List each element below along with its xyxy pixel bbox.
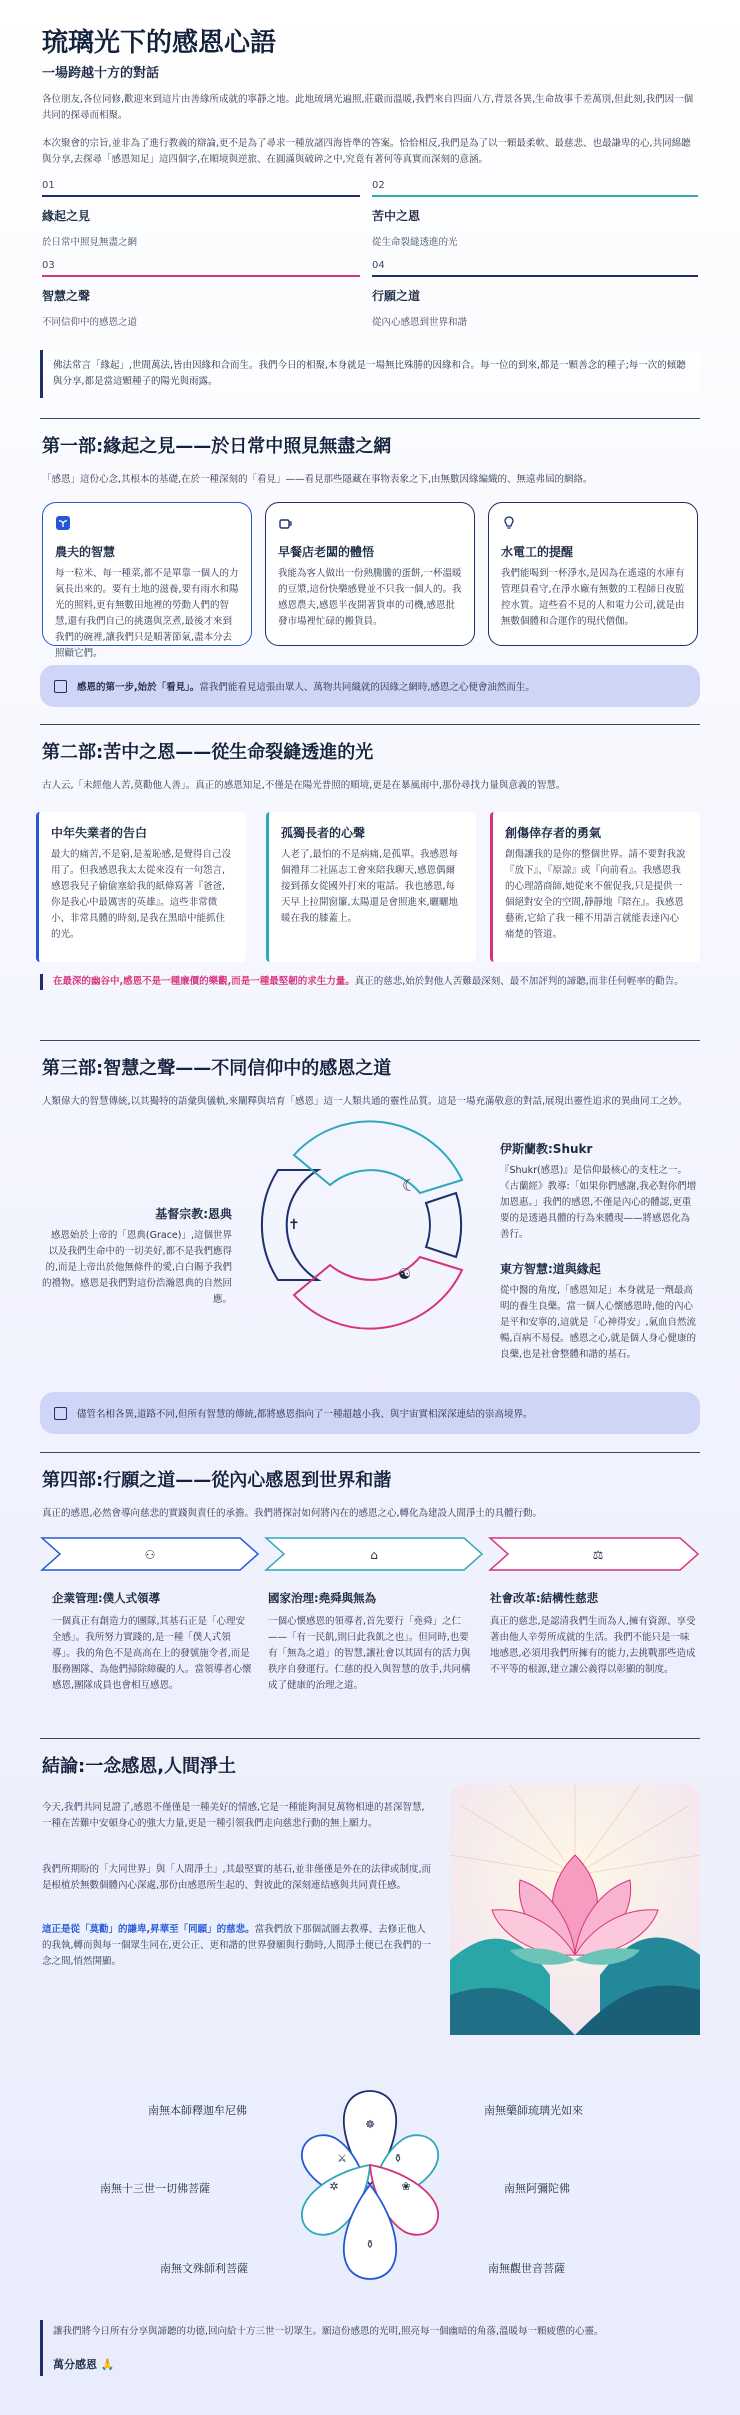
- government-icon: ⌂: [370, 1548, 378, 1562]
- section-divider: [40, 418, 700, 419]
- page-subtitle: 一場跨越十方的對話: [42, 66, 160, 81]
- part1-summary-pill: [40, 665, 700, 707]
- closing-text: 讓我們將今日所有分享與諦聽的功德,回向給十方三世一切眾生。願這份感恩的光明,照亮每一個幽暗的角落,溫暖每一顆疲憊的心靈。: [53, 2326, 604, 2337]
- topics-grid: [42, 180, 698, 330]
- col-business: [52, 1590, 252, 1694]
- topic-divider: [42, 195, 360, 197]
- card-title: 創傷倖存者的勇氣: [505, 826, 602, 840]
- card-body: 創傷讓我的是你的整個世界。請不要對我說『放下』、『原諒』或『向前看』。我感恩我的心理諮商師,她從來不催促我,只是提供一個絕對安全的空間,靜靜地『陪在』。我感恩藝術,它給了我一種不用語言就能表達內心痛楚的管道。: [505, 849, 686, 940]
- topic-1: [42, 180, 360, 248]
- sprout-icon: [55, 515, 71, 531]
- part1-intro: 「感恩」這份心念,其根本的基礎,在於一種深刻的「看見」——看見那些隱藏在事物表象之下,由無數因緣編織的、無遠弗屆的網絡。: [42, 474, 593, 485]
- note-icon: [54, 680, 67, 693]
- topic-title: 苦中之恩: [372, 209, 421, 223]
- card-title: 水電工的提醒: [501, 545, 574, 559]
- pill-text: 儘管名相各異,道路不同,但所有智慧的傳統,都將感恩指向了一種超越小我、與宇宙實相深深連結的崇高境界。: [77, 1409, 533, 1420]
- wisdom-body: 感恩始於上帝的「恩典(Grace)」,這個世界以及我們生命中的一切美好,都不是我們應得的,而是上帝出於他無條件的愛,白白賜予我們的禮物。感恩是我們對這份浩瀚恩典的自然回應。: [42, 1230, 233, 1305]
- col-reform: [490, 1590, 698, 1678]
- topic-title: 智慧之聲: [42, 289, 91, 303]
- opening-quote: 佛法常言「緣起」,世間萬法,皆由因緣和合而生。我們今日的相聚,本身就是一場無比殊勝的因緣和合。每一位的到來,都是一顆善念的種子;每一次的傾聽與分享,都是當這顆種子的陽光與雨露。: [40, 350, 700, 398]
- card-title: 中年失業者的告白: [51, 826, 148, 840]
- conclusion-title: 結論:一念感恩,人間淨土: [42, 1756, 237, 1777]
- pill-bold-text: 感恩的第一步,始於「看見」。: [77, 682, 200, 693]
- flower-label: 南無觀世音菩薩: [488, 2262, 565, 2275]
- conclusion-text: 當我們放下那個試圖去教導、去修正他人的我執,轉而與每一個眾生同在,更公正、更和諧的世界發願與行動時,人間淨土便已在我們的一念之間,悄然開顯。: [42, 1924, 432, 1967]
- topic-divider: [372, 195, 698, 197]
- topic-number: 04: [372, 260, 385, 271]
- note-icon: [54, 1407, 67, 1420]
- wisdom-diagram: [250, 1125, 480, 1325]
- card-farmer: [42, 502, 252, 659]
- part4-title: 第四部:行願之道——從內心感恩到世界和諧: [42, 1470, 392, 1491]
- topic-number: 03: [42, 260, 55, 271]
- wisdom-body: 『Shukr(感恩)』是信仰最核心的支柱之一。《古蘭經》教導:「如果你們感謝,我必對你們增加恩惠。」我們的感恩,不僅是內心的體認,更重要的是透過具體的行為來體現——將感恩化為善行。: [500, 1165, 697, 1240]
- wisdom-body: 從中醫的角度,「感恩知足」本身就是一劑最高明的養生良藥。當一個人心懷感恩時,他的內心是平和安寧的,這就是「心神得安」,氣血自然流暢,百病不易侵。感恩之心,就是個人身心健康的良藥,也是社會整體和諧的基石。: [500, 1285, 697, 1360]
- topic-number: 02: [372, 180, 385, 191]
- closing-signature: 萬分感恩 🙏: [53, 2358, 115, 2371]
- scale-icon: ⚖: [592, 1548, 604, 1562]
- flower-label: 南無本師釋迦牟尼佛: [148, 2104, 247, 2117]
- conclusion-paragraph-3: [42, 1922, 432, 1970]
- col-title: 國家治理:堯舜與無為: [268, 1591, 377, 1605]
- users-icon: ⚇: [144, 1548, 156, 1562]
- section-divider: [40, 1738, 700, 1739]
- segment-top: [294, 1121, 462, 1193]
- segment-right: [426, 1193, 461, 1257]
- medicine-jar-icon: ⚱: [393, 2152, 403, 2165]
- cup-icon: [278, 515, 294, 531]
- lotus-icon: ❀: [401, 2180, 411, 2193]
- yin-yang-icon: ☯: [398, 1265, 412, 1283]
- dedication-flower: [290, 2080, 450, 2290]
- card-title: 農夫的智慧: [55, 545, 116, 559]
- topic-subtitle: 從內心感恩到世界和諧: [372, 317, 468, 328]
- part2-title: 第二部:苦中之恩——從生命裂縫透進的光: [42, 742, 374, 763]
- part2-note: [40, 974, 700, 990]
- topic-3: [42, 260, 360, 328]
- topic-subtitle: 不同信仰中的感恩之道: [42, 317, 138, 328]
- segment-bottom: [294, 1257, 462, 1329]
- col-body: 一個心懷感恩的領導者,首先要行「堯舜」之仁——「有一民飢,則曰此我飢之也」。但同時,也要有「無為之道」的智慧,讓社會以其固有的活力與秩序自發運行。仁慈的投入與智慧的放手,共同構成了健康的治理之道。: [268, 1616, 471, 1691]
- page-title: 琉璃光下的感恩心語: [42, 28, 277, 58]
- topic-number: 01: [42, 180, 55, 191]
- dharma-wheel-icon: ☸: [365, 2118, 375, 2131]
- note-text: 真正的慈悲,始於對他人苦難最深刻、最不加評判的諦聽,而非任何輕率的勸告。: [354, 976, 684, 987]
- card-elder: [266, 812, 476, 962]
- section-divider: [40, 724, 700, 725]
- card-body: 我們能喝到一杯淨水,是因為在遙遠的水庫有管理員看守,在淨水廠有無數的工程師日夜監控水質。這些看不見的人和電力公司,就是由無數個體和合運作的現代僧伽。: [501, 568, 685, 627]
- part2-intro: 古人云,「未經他人苦,莫勸他人善」。真正的感恩知足,不僅是在陽光普照的順境,更是在暴風雨中,那份尋找力量與意義的智慧。: [42, 780, 566, 791]
- islam-block: [500, 1140, 698, 1243]
- sword-icon: ⚔: [337, 2152, 347, 2165]
- card-unemployed: [36, 812, 246, 962]
- card-plumber: [488, 502, 698, 646]
- bulb-icon: [501, 515, 517, 531]
- flower-label: 南無文殊師利菩薩: [160, 2262, 248, 2275]
- conclusion-highlight: 這正是從「莫勸」的謙卑,昇華至「同願」的慈悲。: [42, 1924, 255, 1935]
- topic-title: 緣起之見: [42, 209, 91, 223]
- col-body: 一個真正有創造力的團隊,其基石正是「心理安全感」。我所努力實踐的,是一種「僕人式領導」。我的角色不是高高在上的發號施令者,而是服務團隊、為他們掃除障礙的人。當領導者心懷感恩,團隊成員也會相互感恩。: [52, 1616, 252, 1691]
- topic-divider: [42, 275, 360, 277]
- pill-text: 當我們能看見這張由眾人、萬物共同織就的因緣之網時,感恩之心便會油然而生。: [199, 682, 535, 693]
- compass-icon: ✲: [329, 2180, 339, 2193]
- card-title: 孤獨長者的心聲: [281, 826, 366, 840]
- topic-subtitle: 從生命裂縫透進的光: [372, 237, 458, 248]
- card-breakfast: [265, 502, 475, 646]
- card-body: 最大的痛苦,不是窮,是羞恥感,是覺得自己沒用了。但我感恩我太太從來沒有一句怨言,感恩我兒子偷偷塞給我的紙條寫著『爸爸,你是我心中最厲害的英雄』。這些非常微小、非常具體的時刻,是我在黑暗中能抓住的光。: [51, 849, 232, 940]
- section-divider: [40, 1040, 700, 1041]
- card-body: 我能為客人做出一份熱騰騰的蛋餅,一杯溫暖的豆漿,這份快樂感覺並不只我一個人的。我感恩農夫,感恩半夜開著貨車的司機,感恩批發市場裡忙碌的搬貨員。: [278, 568, 462, 627]
- wisdom-title: 伊斯蘭教:Shukr: [500, 1142, 593, 1156]
- part3-title: 第三部:智慧之聲——不同信仰中的感恩之道: [42, 1058, 392, 1079]
- topic-divider: [372, 275, 698, 277]
- section-divider: [40, 1452, 700, 1453]
- flower-label: 南無十三世一切佛菩薩: [100, 2182, 210, 2195]
- part1-title: 第一部:緣起之見——於日常中照見無盡之網: [42, 436, 392, 457]
- col-title: 社會改革:結構性慈悲: [490, 1591, 599, 1605]
- intro-paragraph-2: 本次聚會的宗旨,並非為了進行教義的辯論,更不是為了尋求一種放諸四海皆準的答案。恰恰相反,我們是為了以一顆最柔軟、最慈悲、也最謙卑的心,共同綿聽與分享,去探尋「感恩知足」這四個字,在順境與逆旅、在圓滿與破碎之中,究竟有著何等真實而深刻的意涵。: [42, 138, 691, 165]
- christianity-block: [42, 1205, 232, 1308]
- conclusion-paragraph-2: 我們所期盼的「大同世界」與「人間淨土」,其最堅實的基石,並非僅僅是外在的法律或制度,而是根植於無數個體內心深處,那份由感恩所生起的、對彼此的深刻連結感與共同責任感。: [42, 1864, 432, 1891]
- wisdom-title: 東方智慧:道與緣起: [500, 1262, 601, 1276]
- cross-icon: ✝: [288, 1217, 300, 1233]
- topic-2: [372, 180, 698, 248]
- card-body: 每一粒米、每一種菜,都不是單靠一個人的力氣長出來的。要有土地的滋養,要有雨水和陽光的照料,更有無數田地裡的勞動人們的智慧,還有我們自己的挑選與烹煮,最後才來到我們的碗裡,讓我們只是順著節氣,盡本分去照顧它們。: [55, 568, 239, 659]
- east-block: [500, 1260, 698, 1363]
- col-governance: [268, 1590, 476, 1694]
- card-survivor: [490, 812, 700, 962]
- closing-block: [40, 2320, 700, 2376]
- part3-summary-pill: [40, 1392, 700, 1434]
- conclusion-paragraph-1: 今天,我們共同見證了,感恩不僅僅是一種美好的情感,它是一種能夠洞見萬物相連的甚深智慧,一種在苦難中安頓身心的強大力量,更是一種引領我們走向慈悲行動的無上願力。: [42, 1802, 425, 1829]
- topic-subtitle: 於日常中照見無盡之網: [42, 237, 138, 248]
- vase-icon: ⚱: [365, 2238, 375, 2251]
- col-title: 企業管理:僕人式領導: [52, 1591, 161, 1605]
- flower-label: 南無藥師琉璃光如來: [484, 2104, 583, 2117]
- card-title: 早餐店老闆的體悟: [278, 545, 375, 559]
- process-chevrons: [40, 1536, 700, 1572]
- topic-title: 行願之道: [372, 289, 421, 303]
- col-body: 真正的慈悲,是認清我們生而為人,擁有資源、享受著由他人辛勞所成就的生活。我們不能只是一味地感恩,必須用我們所擁有的能力,去挑戰那些造成不平等的根源,建立讓公義得以彰顯的制度。: [490, 1616, 696, 1675]
- intro-paragraph-1: 各位朋友,各位同修,歡迎來到這片由善緣所成就的寧靜之地。此地琉璃光遍照,莊嚴而溫暖,我們來自四面八方,背景各異,生命故事千差萬別,但此刻,我們因一個共同的探尋而相聚。: [42, 94, 694, 121]
- part4-intro: 真正的感恩,必然會導向慈悲的實踐與責任的承擔。我們將探討如何將內在的感恩之心,轉化為建設人間淨土的具體行動。: [42, 1508, 543, 1519]
- part3-intro: 人類偉大的智慧傳統,以其獨特的語彙與儀軌,來闡釋與培育「感恩」這一人類共通的靈性品質。這是一場充滿敬意的對話,展現出靈性追求的異曲同工之妙。: [42, 1096, 688, 1107]
- topic-4: [372, 260, 698, 328]
- lotus-illustration: [450, 1785, 700, 2035]
- flower-label: 南無阿彌陀佛: [504, 2182, 570, 2195]
- wisdom-title: 基督宗教:恩典: [155, 1207, 232, 1221]
- note-highlight: 在最深的幽谷中,感恩不是一種廉價的樂觀,而是一種最堅韌的求生力量。: [53, 976, 355, 987]
- crescent-icon: ☾: [402, 1176, 417, 1195]
- card-body: 人老了,最怕的不是病痛,是孤單。我感恩每個禮拜二社區志工會來陪我聊天,感恩偶爾接到孫女從國外打來的電話。我也感恩,每天早上拉開窗簾,太陽還是會照進來,曬曬地暖在我的膝蓋上。: [281, 849, 459, 924]
